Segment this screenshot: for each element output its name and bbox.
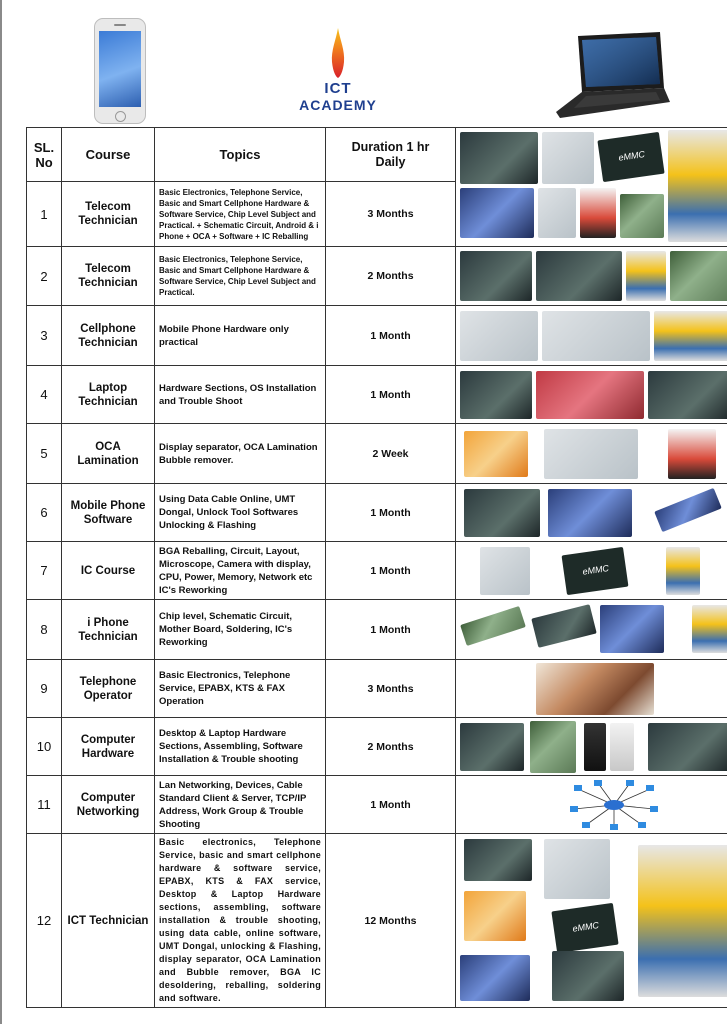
course-duration: 1 Month bbox=[326, 366, 456, 424]
separator-machine-photo bbox=[580, 188, 616, 238]
page-left-border bbox=[0, 0, 2, 1024]
course-topics: Chip level, Schematic Circuit, Mother Board, Soldering, IC's Reworking bbox=[155, 600, 326, 660]
images-cell bbox=[456, 484, 727, 542]
course-duration: 12 Months bbox=[326, 834, 456, 1008]
course-name: Laptop Technician bbox=[62, 366, 155, 424]
images-cell bbox=[456, 600, 727, 660]
table-row bbox=[27, 600, 727, 660]
table-row bbox=[27, 834, 727, 1008]
desktop-tower-photo bbox=[610, 723, 634, 771]
flashing-setup-photo bbox=[548, 489, 632, 537]
header-course: Course bbox=[62, 128, 155, 182]
sl-number: 9 bbox=[27, 660, 62, 718]
course-name: ICT Technician bbox=[62, 834, 155, 1008]
images-cell bbox=[456, 542, 727, 600]
flashing-setup-photo bbox=[460, 955, 530, 1001]
course-topics: Using Data Cable Online, UMT Dongal, Unlock Tool Softwares Unlocking & Flashing bbox=[155, 484, 326, 542]
course-name: Cellphone Technician bbox=[62, 306, 155, 366]
microscope-photo bbox=[626, 251, 666, 301]
course-topics: Basic Electronics, Telephone Service, Basic and Smart Cellphone Hardware & Software Service, Chip Level Subject and Practical. + Schematic Circuit, Android & i Phone + OCA + Software + IC Reballing bbox=[155, 182, 326, 247]
repair-bench-photo bbox=[464, 839, 532, 881]
header bbox=[0, 0, 727, 124]
course-duration: 1 Month bbox=[326, 600, 456, 660]
magnifier-lamp-photo bbox=[654, 311, 727, 361]
table-row bbox=[27, 660, 727, 718]
course-topics: Display separator, OCA Lamination Bubble remover. bbox=[155, 424, 326, 484]
desktop-motherboard-photo bbox=[530, 721, 576, 773]
sl-number: 4 bbox=[27, 366, 62, 424]
header-topics: Topics bbox=[155, 128, 326, 182]
table-row bbox=[27, 306, 727, 366]
header-sl: SL. No bbox=[27, 128, 62, 182]
images-cell-top bbox=[456, 128, 727, 247]
motherboard-photo bbox=[620, 194, 664, 238]
usb-dongle-photo bbox=[654, 487, 722, 531]
images-cell bbox=[456, 776, 727, 834]
multimeter-photo bbox=[460, 723, 524, 771]
images-cell bbox=[456, 718, 727, 776]
course-topics: Desktop & Laptop Hardware Sections, Assembling, Software Installation & Trouble shooting bbox=[155, 718, 326, 776]
course-topics: Basic Electronics, Telephone Service, EPABX, KTS & FAX Operation bbox=[155, 660, 326, 718]
table-row bbox=[27, 776, 727, 834]
unlock-tool-photo bbox=[464, 489, 540, 537]
phone-repair-photo bbox=[536, 251, 622, 301]
course-duration: 1 Month bbox=[326, 484, 456, 542]
flame-icon bbox=[330, 28, 346, 78]
phone-parts-photo bbox=[538, 188, 576, 238]
repair-bench-photo bbox=[460, 132, 538, 184]
multimeter-photo bbox=[460, 371, 532, 419]
images-cell bbox=[456, 366, 727, 424]
table-row bbox=[27, 424, 727, 484]
header-duration: Duration 1 hr Daily bbox=[326, 128, 456, 182]
telephone-operator-photo bbox=[536, 663, 654, 715]
table-header-row bbox=[27, 128, 727, 182]
sl-number: 1 bbox=[27, 182, 62, 247]
separator-machine-photo bbox=[464, 431, 528, 477]
soldering-station-photo bbox=[544, 839, 610, 899]
course-duration: 1 Month bbox=[326, 542, 456, 600]
flashing-setup-photo bbox=[600, 605, 664, 653]
course-topics: Basic electronics, Telephone Service, basic and smart cellphone hardware & software service, EPABX, KTS & FAX service, Desktop & Laptop Hardware sections, assembling, software installation & trouble shooting, using data cable, online software, UMT Dongal, unlocking & Flashing, display separator, OCA Lamination and Bubble remover, BGA IC desoldering, reballing, soldering and software. bbox=[155, 834, 326, 1008]
emmc-chip-photo: eMMC bbox=[562, 546, 629, 594]
images-cell bbox=[456, 834, 727, 1008]
course-name: Computer Hardware bbox=[62, 718, 155, 776]
ic-tweezers-photo bbox=[542, 132, 594, 184]
laptop-repair-photo bbox=[552, 951, 624, 1001]
images-cell bbox=[456, 660, 727, 718]
sl-number: 8 bbox=[27, 600, 62, 660]
phone-screen bbox=[99, 31, 141, 107]
laptop-board-photo bbox=[536, 371, 644, 419]
microscope-photo bbox=[638, 845, 727, 997]
table-row bbox=[27, 542, 727, 600]
course-duration: 1 Month bbox=[326, 776, 456, 834]
course-name: Telecom Technician bbox=[62, 182, 155, 247]
course-name: Telecom Technician bbox=[62, 247, 155, 306]
course-name: OCA Lamination bbox=[62, 424, 155, 484]
course-topics: Lan Networking, Devices, Cable Standard Client & Server, TCP/IP Address, Work Group & Trouble Shooting bbox=[155, 776, 326, 834]
course-topics: Basic Electronics, Telephone Service, Basic and Smart Cellphone Hardware & Software Service, Chip Level Subject and Practical. bbox=[155, 247, 326, 306]
oca-tools-photo bbox=[544, 429, 638, 479]
course-name: IC Course bbox=[62, 542, 155, 600]
motherboard-photo bbox=[670, 251, 727, 301]
network-diagram-icon bbox=[568, 779, 660, 831]
iphone-board-photo bbox=[460, 605, 526, 645]
course-duration: 2 Week bbox=[326, 424, 456, 484]
sl-number: 11 bbox=[27, 776, 62, 834]
images-cell bbox=[456, 247, 727, 306]
course-duration: 2 Months bbox=[326, 718, 456, 776]
course-name: Computer Networking bbox=[62, 776, 155, 834]
sl-number: 10 bbox=[27, 718, 62, 776]
course-duration: 2 Months bbox=[326, 247, 456, 306]
table-row bbox=[27, 718, 727, 776]
repair-bench-photo bbox=[460, 251, 532, 301]
course-duration: 3 Months bbox=[326, 182, 456, 247]
course-topics: Mobile Phone Hardware only practical bbox=[155, 306, 326, 366]
brand-line-2: ACADEMY bbox=[299, 97, 377, 113]
phone-disassembly-photo bbox=[460, 311, 538, 361]
laptop-repair-photo bbox=[648, 723, 727, 771]
laptop-repair-photo bbox=[648, 371, 727, 419]
desktop-tower-photo bbox=[584, 723, 606, 771]
sl-number: 3 bbox=[27, 306, 62, 366]
ic-tweezers-photo bbox=[480, 547, 530, 595]
phone-speaker bbox=[114, 24, 126, 26]
software-flashing-photo bbox=[460, 188, 534, 238]
images-cell bbox=[456, 424, 727, 484]
course-name: i Phone Technician bbox=[62, 600, 155, 660]
smartphone-image bbox=[94, 18, 146, 124]
sl-number: 12 bbox=[27, 834, 62, 1008]
microscope-photo bbox=[666, 547, 700, 595]
course-topics: Hardware Sections, OS Installation and Trouble Shoot bbox=[155, 366, 326, 424]
phone-home-button bbox=[115, 111, 126, 122]
images-cell bbox=[456, 306, 727, 366]
laptop-image bbox=[556, 32, 672, 120]
sl-number: 6 bbox=[27, 484, 62, 542]
emmc-chip-photo: eMMC bbox=[597, 132, 664, 182]
microscope-photo bbox=[668, 130, 727, 242]
separator-machine-photo bbox=[464, 891, 526, 941]
sl-number: 5 bbox=[27, 424, 62, 484]
microscope-photo bbox=[692, 605, 727, 653]
iphone-board-photo bbox=[531, 604, 596, 648]
emmc-chip-photo: eMMC bbox=[551, 902, 618, 952]
sl-number: 7 bbox=[27, 542, 62, 600]
course-duration: 1 Month bbox=[326, 306, 456, 366]
hands-repair-photo bbox=[542, 311, 650, 361]
bubble-remover-photo bbox=[668, 429, 716, 479]
course-name: Telephone Operator bbox=[62, 660, 155, 718]
brand-line-1: ICT bbox=[324, 80, 352, 97]
course-topics: BGA Reballing, Circuit, Layout, Microscope, Camera with display, CPU, Power, Memory, Network etc IC's Reworking bbox=[155, 542, 326, 600]
table-row bbox=[27, 247, 727, 306]
course-name: Mobile Phone Software bbox=[62, 484, 155, 542]
table-row bbox=[27, 484, 727, 542]
course-duration: 3 Months bbox=[326, 660, 456, 718]
sl-number: 2 bbox=[27, 247, 62, 306]
ict-academy-logo bbox=[288, 28, 388, 124]
course-table bbox=[26, 127, 727, 1008]
table-row bbox=[27, 366, 727, 424]
